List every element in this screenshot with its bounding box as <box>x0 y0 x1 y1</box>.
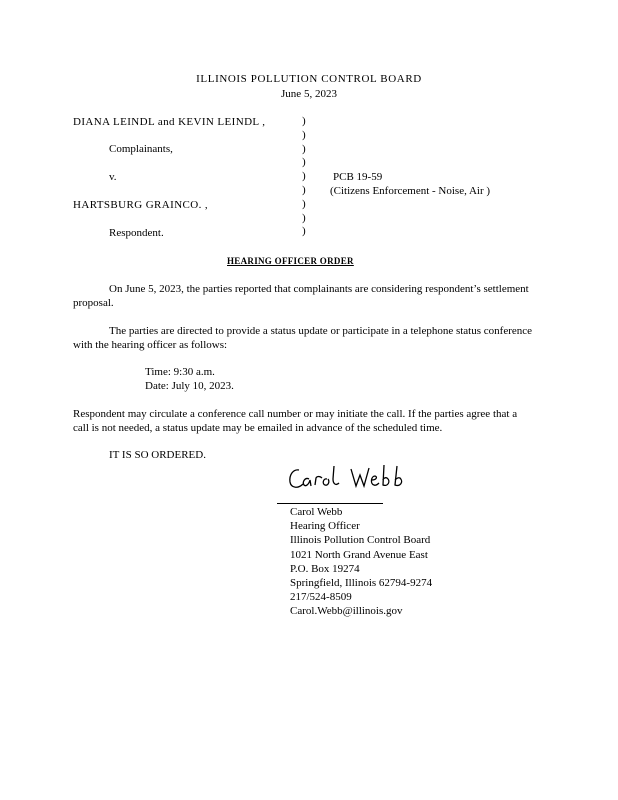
caption-bracket <box>302 115 312 239</box>
signature-line <box>277 503 383 504</box>
paragraph-directive: The parties are directed to provide a status update or participate in a telephone status conference with the hearing officer as follows: <box>73 325 533 351</box>
bracket-mark: ) <box>302 183 306 196</box>
case-number: PCB 19-59 <box>333 171 383 183</box>
conference-date: Date: July 10, 2023. <box>145 380 234 392</box>
bracket-mark: ) <box>302 115 306 127</box>
bracket-mark: ) <box>302 170 306 183</box>
signature-block <box>290 505 432 619</box>
bracket-mark: ) <box>302 211 306 224</box>
board-name: ILLINOIS POLLUTION CONTROL BOARD <box>196 73 422 85</box>
respondent-name: HARTSBURG GRAINCO. , <box>73 199 209 211</box>
complainants-label: Complainants, <box>109 143 173 155</box>
paragraph-conference-call: Respondent may circulate a conference call number or may initiate the call. If the parties agree that a call is not needed, a status update may be emailed in advance of the scheduled time. <box>73 408 518 434</box>
bracket-mark: ) <box>302 197 306 210</box>
signer-phone: 217/524-8509 <box>290 591 352 604</box>
conference-time: Time: 9:30 a.m. <box>145 366 215 378</box>
versus-label: v. <box>109 171 117 183</box>
order-title: HEARING OFFICER ORDER <box>227 256 354 266</box>
signer-po-box: P.O. Box 19274 <box>290 562 360 575</box>
signer-org: Illinois Pollution Control Board <box>290 534 431 547</box>
signer-city: Springfield, Illinois 62794-9274 <box>290 577 433 590</box>
bracket-mark: ) <box>302 156 306 169</box>
signer-name: Carol Webb <box>290 506 343 518</box>
paragraph-status-report: On June 5, 2023, the parties reported that complainants are considering respondent’s settlement proposal. <box>73 283 529 309</box>
bracket-mark: ) <box>302 128 306 141</box>
signature-image <box>287 461 417 495</box>
closing-statement: IT IS SO ORDERED. <box>109 449 206 461</box>
signer-title: Hearing Officer <box>290 520 360 533</box>
bracket-mark: ) <box>302 225 306 238</box>
respondent-label: Respondent. <box>109 227 164 239</box>
case-type: (Citizens Enforcement - Noise, Air ) <box>330 185 491 197</box>
order-date: June 5, 2023 <box>281 88 337 100</box>
signer-email: Carol.Webb@illinois.gov <box>290 605 403 618</box>
signer-address: 1021 North Grand Avenue East <box>290 548 428 561</box>
complainants-names: DIANA LEINDL and KEVIN LEINDL , <box>73 116 266 128</box>
bracket-mark: ) <box>302 142 306 155</box>
